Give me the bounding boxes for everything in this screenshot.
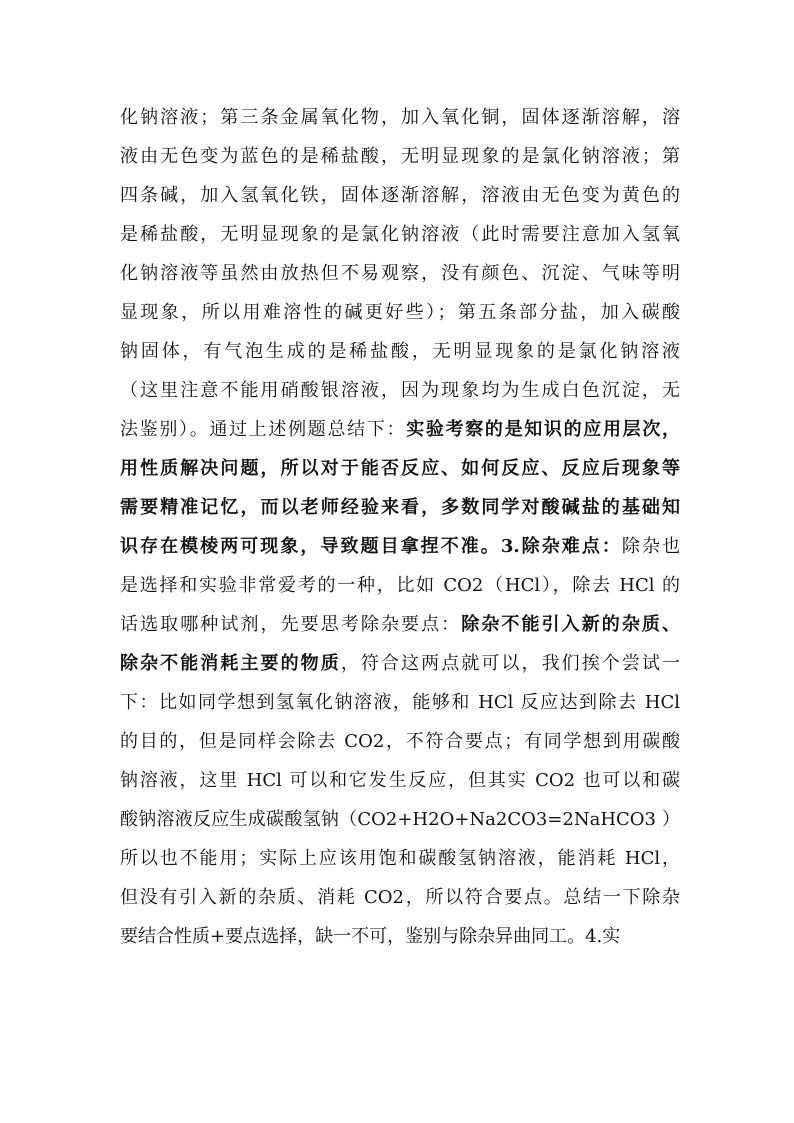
text-line [120, 137, 680, 176]
text-line [120, 839, 680, 878]
text-segment: 是选择和实验非常爱考的一种，比如 CO2（HCl），除去 HCl 的 [120, 575, 680, 596]
text-segment: 法鉴别）。通过上述例题总结下： [120, 419, 407, 440]
bold-text-segment: 除杂不能引入新的杂质、 [461, 614, 681, 635]
text-segment: 化钠溶液；第三条金属氧化物，加入氧化铜，固体逐渐溶解，溶 [120, 107, 680, 128]
text-line [120, 722, 680, 761]
text-segment: 除杂也 [621, 536, 680, 557]
text-line [120, 98, 680, 137]
text-segment: 钠溶液，这里 HCl 可以和它发生反应，但其实 CO2 也可以和碳 [120, 770, 680, 791]
text-line [120, 527, 680, 566]
bold-text-segment: 实验考察的是知识的应用层次， [406, 419, 681, 440]
text-line [120, 254, 680, 293]
body-text [120, 98, 680, 956]
text-line [120, 878, 680, 917]
text-segment: ，符合这两点就可以，我们挨个尝试一 [340, 653, 681, 674]
text-segment: 四条碱，加入氢氧化铁，固体逐渐溶解，溶液由无色变为黄色的 [120, 185, 680, 206]
text-line [120, 917, 680, 956]
text-line [120, 371, 680, 410]
bold-text-segment: 除杂不能消耗主要的物质 [120, 653, 341, 674]
text-line [120, 605, 680, 644]
text-segment: 钠固体，有气泡生成的是稀盐酸，无明显现象的是氯化钠溶液 [120, 341, 680, 362]
text-segment: 酸钠溶液反应生成碳酸氢钠（CO2+H2O+Na2CO3=2NaHCO3 ） [120, 809, 680, 830]
bold-text-segment: 用性质解决问题，所以对于能否反应、如何反应、反应后现象等 [120, 458, 680, 479]
text-line [120, 683, 680, 722]
text-segment: 显现象，所以用难溶性的碱更好些）；第五条部分盐，加入碳酸 [120, 302, 680, 323]
text-segment: 话选取哪种试剂，先要思考除杂要点： [120, 614, 462, 635]
text-line [120, 761, 680, 800]
text-line [120, 332, 680, 371]
text-segment: 但没有引入新的杂质、消耗 CO2，所以符合要点。总结一下除杂 [120, 887, 680, 908]
text-segment: 液由无色变为蓝色的是稀盐酸，无明显现象的是氯化钠溶液；第 [120, 146, 680, 167]
text-line [120, 176, 680, 215]
text-line [120, 215, 680, 254]
text-segment: （这里注意不能用硝酸银溶液，因为现象均为生成白色沉淀，无 [120, 380, 680, 401]
text-line [120, 566, 680, 605]
text-segment: 的目的，但是同样会除去 CO2，不符合要点；有同学想到用碳酸 [120, 731, 680, 752]
text-line [120, 449, 680, 488]
text-segment: 要结合性质+要点选择，缺一不可，鉴别与除杂异曲同工。4.实 [120, 926, 621, 947]
bold-text-segment: 需要精准记忆，而以老师经验来看，多数同学对酸碱盐的基础知 [120, 497, 680, 518]
text-line [120, 800, 680, 839]
bold-text-segment: 识存在模棱两可现象，导致题目拿捏不准。3.除杂难点： [120, 536, 622, 557]
text-segment: 下：比如同学想到氢氧化钠溶液，能够和 HCl 反应达到除去 HCl [120, 692, 680, 713]
text-line [120, 488, 680, 527]
text-segment: 是稀盐酸，无明显现象的是氯化钠溶液（此时需要注意加入氢氧 [120, 224, 680, 245]
text-line [120, 644, 680, 683]
text-line [120, 293, 680, 332]
text-segment: 化钠溶液等虽然由放热但不易观察，没有颜色、沉淀、气味等明 [120, 263, 680, 284]
text-segment: 所以也不能用；实际上应该用饱和碳酸氢钠溶液，能消耗 HCl， [120, 848, 680, 869]
text-line [120, 410, 680, 449]
